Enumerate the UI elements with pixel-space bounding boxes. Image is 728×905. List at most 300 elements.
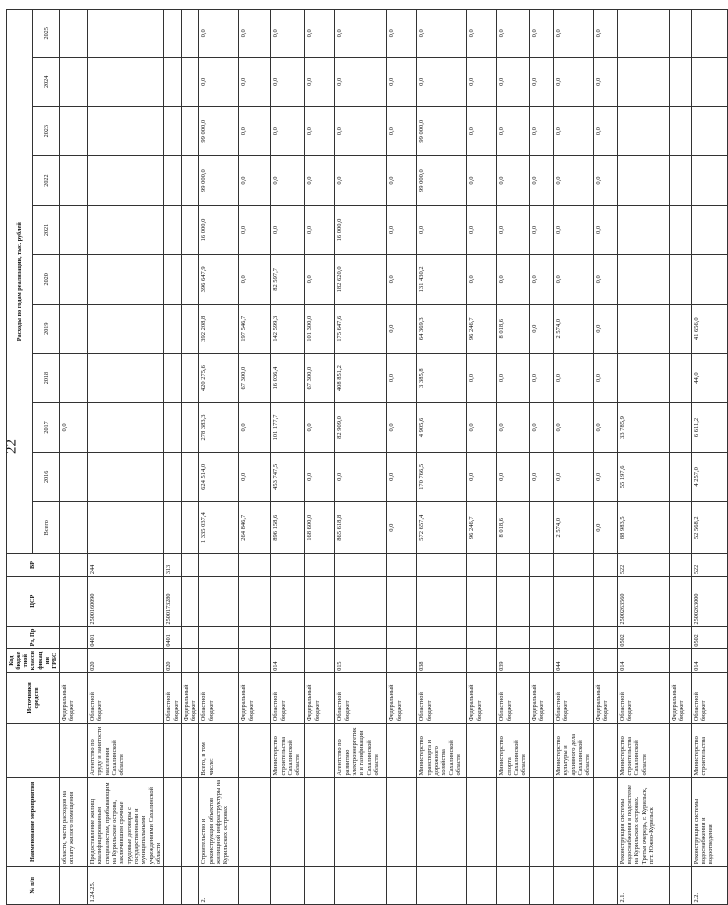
col-vr-header: ВР xyxy=(7,554,60,576)
row-kbk: 014 xyxy=(691,649,727,673)
row-year-value xyxy=(669,205,691,254)
table-row xyxy=(669,10,691,905)
row-executor xyxy=(467,723,497,777)
row-kbk xyxy=(199,649,239,673)
row-executor xyxy=(529,723,553,777)
table-row xyxy=(164,10,181,905)
row-kbk xyxy=(669,649,691,673)
row-name xyxy=(387,778,417,867)
row-year-value: 0,0 xyxy=(529,205,553,254)
col-year-header: 2016 xyxy=(33,452,59,501)
row-year-value: 0,0 xyxy=(593,10,617,58)
row-rzpr: 0502 xyxy=(691,626,727,648)
row-name xyxy=(497,778,529,867)
row-kbk xyxy=(181,649,198,673)
col-year-header: 2022 xyxy=(33,156,59,205)
row-year-value xyxy=(164,452,181,501)
row-year-value xyxy=(87,255,164,304)
row-name xyxy=(553,778,593,867)
row-year-value: 0,0 xyxy=(497,255,529,304)
row-name xyxy=(335,778,387,867)
budget-table xyxy=(3,9,728,905)
table-row xyxy=(617,10,669,905)
col-total-header: Всего xyxy=(33,502,59,554)
row-year-value: 0,0 xyxy=(271,107,305,156)
row-total: 1 335 037,4 xyxy=(199,502,239,554)
row-year-value: 0,0 xyxy=(199,10,239,58)
row-year-value: 99 000,0 xyxy=(417,107,467,156)
row-year-value: 0,0 xyxy=(199,57,239,106)
row-num xyxy=(239,866,271,904)
row-kbk: 044 xyxy=(553,649,593,673)
row-year-value: 0,0 xyxy=(467,156,497,205)
col-name-header: Наименование мероприятия xyxy=(7,778,60,867)
row-year-value: 0,0 xyxy=(529,452,553,501)
row-year-value: 0,0 xyxy=(387,353,417,402)
row-year-value: 0,0 xyxy=(387,304,417,353)
row-year-value: 0,0 xyxy=(593,156,617,205)
row-year-value xyxy=(181,57,198,106)
row-source: Федеральный бюджет xyxy=(59,673,87,723)
row-year-value: 82 909,0 xyxy=(335,403,387,452)
row-executor xyxy=(387,723,417,777)
row-year-value: 0,0 xyxy=(335,107,387,156)
row-year-value: 101 177,7 xyxy=(271,403,305,452)
row-name xyxy=(271,778,305,867)
row-executor: Агентство по труду и занятости населения Сахалинской области xyxy=(87,723,164,777)
row-source: Областной бюджет xyxy=(617,673,669,723)
row-kbk xyxy=(239,649,271,673)
row-year-value: 0,0 xyxy=(553,107,593,156)
row-kbk: 020 xyxy=(164,649,181,673)
row-num xyxy=(593,866,617,904)
row-csr xyxy=(669,576,691,626)
row-year-value xyxy=(164,304,181,353)
row-year-value: 0,0 xyxy=(387,403,417,452)
row-total xyxy=(669,502,691,554)
row-total: 0,0 xyxy=(593,502,617,554)
row-year-value: 0,0 xyxy=(59,403,87,452)
row-csr xyxy=(305,576,335,626)
row-kbk xyxy=(387,649,417,673)
row-year-value: 396 647,9 xyxy=(199,255,239,304)
row-name xyxy=(669,778,691,867)
row-year-value: 0,0 xyxy=(305,255,335,304)
row-total xyxy=(164,502,181,554)
row-year-value: 0,0 xyxy=(593,255,617,304)
row-year-value xyxy=(691,107,727,156)
row-total: 896 158,6 xyxy=(271,502,305,554)
row-kbk: 014 xyxy=(617,649,669,673)
row-year-value: 0,0 xyxy=(271,156,305,205)
row-rzpr: 0401 xyxy=(87,626,164,648)
col-source-header: Источники средств xyxy=(7,673,60,723)
table-row xyxy=(417,10,467,905)
row-executor: Министерство строительства xyxy=(691,723,727,777)
row-year-value: 0,0 xyxy=(467,255,497,304)
row-year-value: 453 747,5 xyxy=(271,452,305,501)
row-year-value xyxy=(181,205,198,254)
row-executor: Министерство культуры и архивного дела Сахалинской области xyxy=(553,723,593,777)
row-name xyxy=(529,778,553,867)
row-year-value: 0,0 xyxy=(239,57,271,106)
row-year-value xyxy=(87,57,164,106)
row-year-value xyxy=(59,353,87,402)
row-year-value xyxy=(617,255,669,304)
row-year-value xyxy=(617,107,669,156)
row-year-value xyxy=(669,57,691,106)
row-rzpr xyxy=(199,626,239,648)
row-year-value xyxy=(164,255,181,304)
row-year-value: 0,0 xyxy=(305,57,335,106)
row-year-value xyxy=(87,10,164,58)
row-source: Областной бюджет xyxy=(691,673,727,723)
page-number-text: 22 xyxy=(3,439,20,454)
row-csr: 2500160090 xyxy=(87,576,164,626)
row-year-value: 0,0 xyxy=(467,205,497,254)
row-total: 865 618,8 xyxy=(335,502,387,554)
row-executor: Министерство строительства Сахалинской области xyxy=(271,723,305,777)
row-vr xyxy=(669,554,691,576)
row-num xyxy=(417,866,467,904)
row-year-value: 3 385,8 xyxy=(417,353,467,402)
row-num xyxy=(271,866,305,904)
row-year-value xyxy=(59,304,87,353)
col-year-header: 2017 xyxy=(33,403,59,452)
row-year-value xyxy=(691,57,727,106)
row-source: Областной бюджет xyxy=(497,673,529,723)
row-source: Областной бюджет xyxy=(164,673,181,723)
row-vr xyxy=(417,554,467,576)
row-executor xyxy=(164,723,181,777)
row-year-value: 0,0 xyxy=(417,205,467,254)
table-row xyxy=(593,10,617,905)
row-year-value: 44,0 xyxy=(691,353,727,402)
row-year-value: 0,0 xyxy=(387,156,417,205)
row-year-value: 0,0 xyxy=(335,156,387,205)
row-year-value xyxy=(181,10,198,58)
row-year-value: 33 785,9 xyxy=(617,403,669,452)
row-year-value xyxy=(181,255,198,304)
row-year-value: 0,0 xyxy=(553,10,593,58)
row-rzpr xyxy=(59,626,87,648)
row-year-value: 96 246,7 xyxy=(467,304,497,353)
row-year-value: 0,0 xyxy=(305,107,335,156)
row-year-value xyxy=(617,205,669,254)
row-name xyxy=(593,778,617,867)
row-kbk xyxy=(59,649,87,673)
row-year-value: 0,0 xyxy=(417,57,467,106)
row-vr: 522 xyxy=(617,554,669,576)
row-rzpr xyxy=(417,626,467,648)
row-name xyxy=(305,778,335,867)
row-year-value: 0,0 xyxy=(497,452,529,501)
row-year-value: 0,0 xyxy=(305,452,335,501)
row-kbk: 038 xyxy=(417,649,467,673)
row-csr xyxy=(553,576,593,626)
row-rzpr xyxy=(553,626,593,648)
row-year-value xyxy=(691,255,727,304)
table-row xyxy=(199,10,239,905)
table-row xyxy=(271,10,305,905)
row-rzpr: 0502 xyxy=(617,626,669,648)
table-row xyxy=(87,10,164,905)
row-year-value: 0,0 xyxy=(271,10,305,58)
row-vr xyxy=(335,554,387,576)
row-num xyxy=(305,866,335,904)
row-num: 2.1. xyxy=(617,866,669,904)
row-rzpr xyxy=(305,626,335,648)
row-csr xyxy=(417,576,467,626)
row-year-value: 131 430,2 xyxy=(417,255,467,304)
row-source: Областной бюджет xyxy=(199,673,239,723)
row-year-value: 0,0 xyxy=(305,205,335,254)
row-executor: Агентство по развитию электроэнергетики и газификации Сахалинской области xyxy=(335,723,387,777)
row-year-value xyxy=(669,403,691,452)
row-year-value: 0,0 xyxy=(387,10,417,58)
row-year-value xyxy=(181,156,198,205)
row-year-value: 0,0 xyxy=(593,205,617,254)
row-source: Федеральный бюджет xyxy=(181,673,198,723)
row-year-value xyxy=(181,353,198,402)
row-executor xyxy=(593,723,617,777)
table-row xyxy=(529,10,553,905)
row-year-value: 0,0 xyxy=(593,107,617,156)
row-year-value: 392 208,8 xyxy=(199,304,239,353)
row-executor: Всего, в том числе: xyxy=(199,723,239,777)
row-year-value: 55 197,6 xyxy=(617,452,669,501)
row-year-value xyxy=(669,452,691,501)
row-year-value: 0,0 xyxy=(387,452,417,501)
row-year-value: 0,0 xyxy=(467,10,497,58)
row-source: Областной бюджет xyxy=(553,673,593,723)
row-year-value xyxy=(164,107,181,156)
table-row xyxy=(497,10,529,905)
row-source: Федеральный бюджет xyxy=(529,673,553,723)
row-rzpr: 0401 xyxy=(164,626,181,648)
row-executor: Министерство транспорта и дорожного хозяйства Сахалинской области xyxy=(417,723,467,777)
row-num: 1.24.25. xyxy=(87,866,164,904)
row-name xyxy=(467,778,497,867)
row-year-value: 16 000,0 xyxy=(199,205,239,254)
row-year-value xyxy=(669,156,691,205)
row-vr xyxy=(553,554,593,576)
table-row xyxy=(59,10,87,905)
row-source: Федеральный бюджет xyxy=(669,673,691,723)
row-num: 2.2. xyxy=(691,866,727,904)
row-csr xyxy=(335,576,387,626)
row-total: 2 574,0 xyxy=(553,502,593,554)
row-year-value xyxy=(87,304,164,353)
col-year-header: 2019 xyxy=(33,304,59,353)
row-num xyxy=(59,866,87,904)
row-total xyxy=(59,502,87,554)
row-year-value: 0,0 xyxy=(239,452,271,501)
row-year-value: 0,0 xyxy=(593,353,617,402)
row-year-value: 0,0 xyxy=(529,255,553,304)
col-year-header: 2025 xyxy=(33,10,59,58)
row-executor xyxy=(59,723,87,777)
row-rzpr xyxy=(497,626,529,648)
row-vr xyxy=(239,554,271,576)
row-rzpr xyxy=(593,626,617,648)
row-year-value: 0,0 xyxy=(529,57,553,106)
row-rzpr xyxy=(387,626,417,648)
row-year-value: 0,0 xyxy=(335,57,387,106)
row-year-value xyxy=(617,10,669,58)
row-year-value: 0,0 xyxy=(239,205,271,254)
row-rzpr xyxy=(239,626,271,648)
row-name: Строительство и реконструкция объектов жилищной инфраструктуры на Курильских островах xyxy=(199,778,239,867)
row-year-value xyxy=(669,353,691,402)
row-year-value: 0,0 xyxy=(529,304,553,353)
row-source: Федеральный бюджет xyxy=(305,673,335,723)
table-row xyxy=(239,10,271,905)
row-name xyxy=(181,778,198,867)
row-year-value: 0,0 xyxy=(593,403,617,452)
row-year-value xyxy=(669,107,691,156)
row-year-value: 0,0 xyxy=(335,452,387,501)
row-vr xyxy=(529,554,553,576)
col-year-header: 2020 xyxy=(33,255,59,304)
row-year-value: 0,0 xyxy=(467,452,497,501)
row-year-value: 16 000,0 xyxy=(335,205,387,254)
row-num: 2. xyxy=(199,866,239,904)
row-vr xyxy=(593,554,617,576)
row-name xyxy=(417,778,467,867)
row-executor xyxy=(239,723,271,777)
row-vr xyxy=(181,554,198,576)
row-vr xyxy=(467,554,497,576)
row-year-value: 0,0 xyxy=(239,10,271,58)
row-rzpr xyxy=(335,626,387,648)
row-year-value xyxy=(669,255,691,304)
row-vr xyxy=(59,554,87,576)
row-total: 572 657,4 xyxy=(417,502,467,554)
row-total: 168 600,0 xyxy=(305,502,335,554)
col-executor-header xyxy=(7,723,60,777)
row-year-value: 0,0 xyxy=(529,353,553,402)
row-num xyxy=(529,866,553,904)
row-source: Областной бюджет xyxy=(271,673,305,723)
row-year-value xyxy=(617,353,669,402)
row-total: 0,0 xyxy=(387,502,417,554)
row-year-value: 0,0 xyxy=(387,107,417,156)
row-year-value: 99 000,0 xyxy=(199,107,239,156)
row-year-value xyxy=(691,156,727,205)
row-year-value xyxy=(164,57,181,106)
row-year-value: 0,0 xyxy=(593,452,617,501)
row-year-value xyxy=(617,156,669,205)
row-year-value: 0,0 xyxy=(305,403,335,452)
row-year-value xyxy=(87,403,164,452)
row-csr xyxy=(199,576,239,626)
row-year-value xyxy=(181,107,198,156)
row-year-value xyxy=(181,304,198,353)
row-year-value: 0,0 xyxy=(467,107,497,156)
row-executor xyxy=(305,723,335,777)
row-csr: 2500263560 xyxy=(617,576,669,626)
table-body xyxy=(59,10,727,905)
row-num xyxy=(335,866,387,904)
row-year-value: 142 599,3 xyxy=(271,304,305,353)
row-vr xyxy=(497,554,529,576)
row-source: Областной бюджет xyxy=(417,673,467,723)
row-total xyxy=(181,502,198,554)
row-vr xyxy=(199,554,239,576)
row-total: 264 846,7 xyxy=(239,502,271,554)
col-year-header: 2018 xyxy=(33,353,59,402)
row-year-value xyxy=(181,403,198,452)
row-year-value xyxy=(59,452,87,501)
row-year-value: 0,0 xyxy=(529,403,553,452)
row-kbk: 039 xyxy=(497,649,529,673)
row-csr xyxy=(181,576,198,626)
rotated-table-area xyxy=(3,3,715,905)
row-year-value xyxy=(691,10,727,58)
row-year-value xyxy=(87,107,164,156)
row-kbk xyxy=(593,649,617,673)
row-year-value: 0,0 xyxy=(239,107,271,156)
row-csr xyxy=(497,576,529,626)
col-year-header: 2023 xyxy=(33,107,59,156)
row-year-value xyxy=(691,205,727,254)
table-row xyxy=(335,10,387,905)
col-year-header: 2021 xyxy=(33,205,59,254)
row-year-value: 0,0 xyxy=(417,10,467,58)
row-total: 8 018,6 xyxy=(497,502,529,554)
row-year-value: 0,0 xyxy=(387,57,417,106)
row-executor xyxy=(669,723,691,777)
row-year-value xyxy=(59,10,87,58)
row-year-value: 0,0 xyxy=(305,10,335,58)
col-kbk-header: Код бюджетной классификации ГРБС xyxy=(7,649,60,673)
row-num xyxy=(467,866,497,904)
row-kbk: 015 xyxy=(335,649,387,673)
row-year-value: 4 905,6 xyxy=(417,403,467,452)
row-year-value: 64 369,3 xyxy=(417,304,467,353)
row-year-value: 0,0 xyxy=(387,255,417,304)
col-rzpr-header: Рз, Пр xyxy=(7,626,60,648)
row-year-value xyxy=(87,353,164,402)
col-year-header: 2024 xyxy=(33,57,59,106)
row-csr xyxy=(271,576,305,626)
row-year-value: 8 018,6 xyxy=(497,304,529,353)
row-num xyxy=(181,866,198,904)
row-vr: 244 xyxy=(87,554,164,576)
row-year-value: 0,0 xyxy=(239,255,271,304)
table-row xyxy=(387,10,417,905)
row-source: Областной бюджет xyxy=(87,673,164,723)
row-year-value: 4 257,0 xyxy=(691,452,727,501)
row-year-value: 99 000,0 xyxy=(199,156,239,205)
row-total: 88 983,5 xyxy=(617,502,669,554)
row-year-value xyxy=(617,304,669,353)
row-rzpr xyxy=(529,626,553,648)
row-total xyxy=(87,502,164,554)
row-source: Областной бюджет xyxy=(335,673,387,723)
row-vr xyxy=(305,554,335,576)
row-year-value xyxy=(181,452,198,501)
row-year-value xyxy=(164,10,181,58)
row-year-value: 0,0 xyxy=(553,205,593,254)
row-year-value: 0,0 xyxy=(553,255,593,304)
row-name xyxy=(164,778,181,867)
col-num-header: № п/п xyxy=(7,866,60,904)
row-year-value: 197 546,7 xyxy=(239,304,271,353)
row-year-value xyxy=(164,156,181,205)
row-num xyxy=(669,866,691,904)
